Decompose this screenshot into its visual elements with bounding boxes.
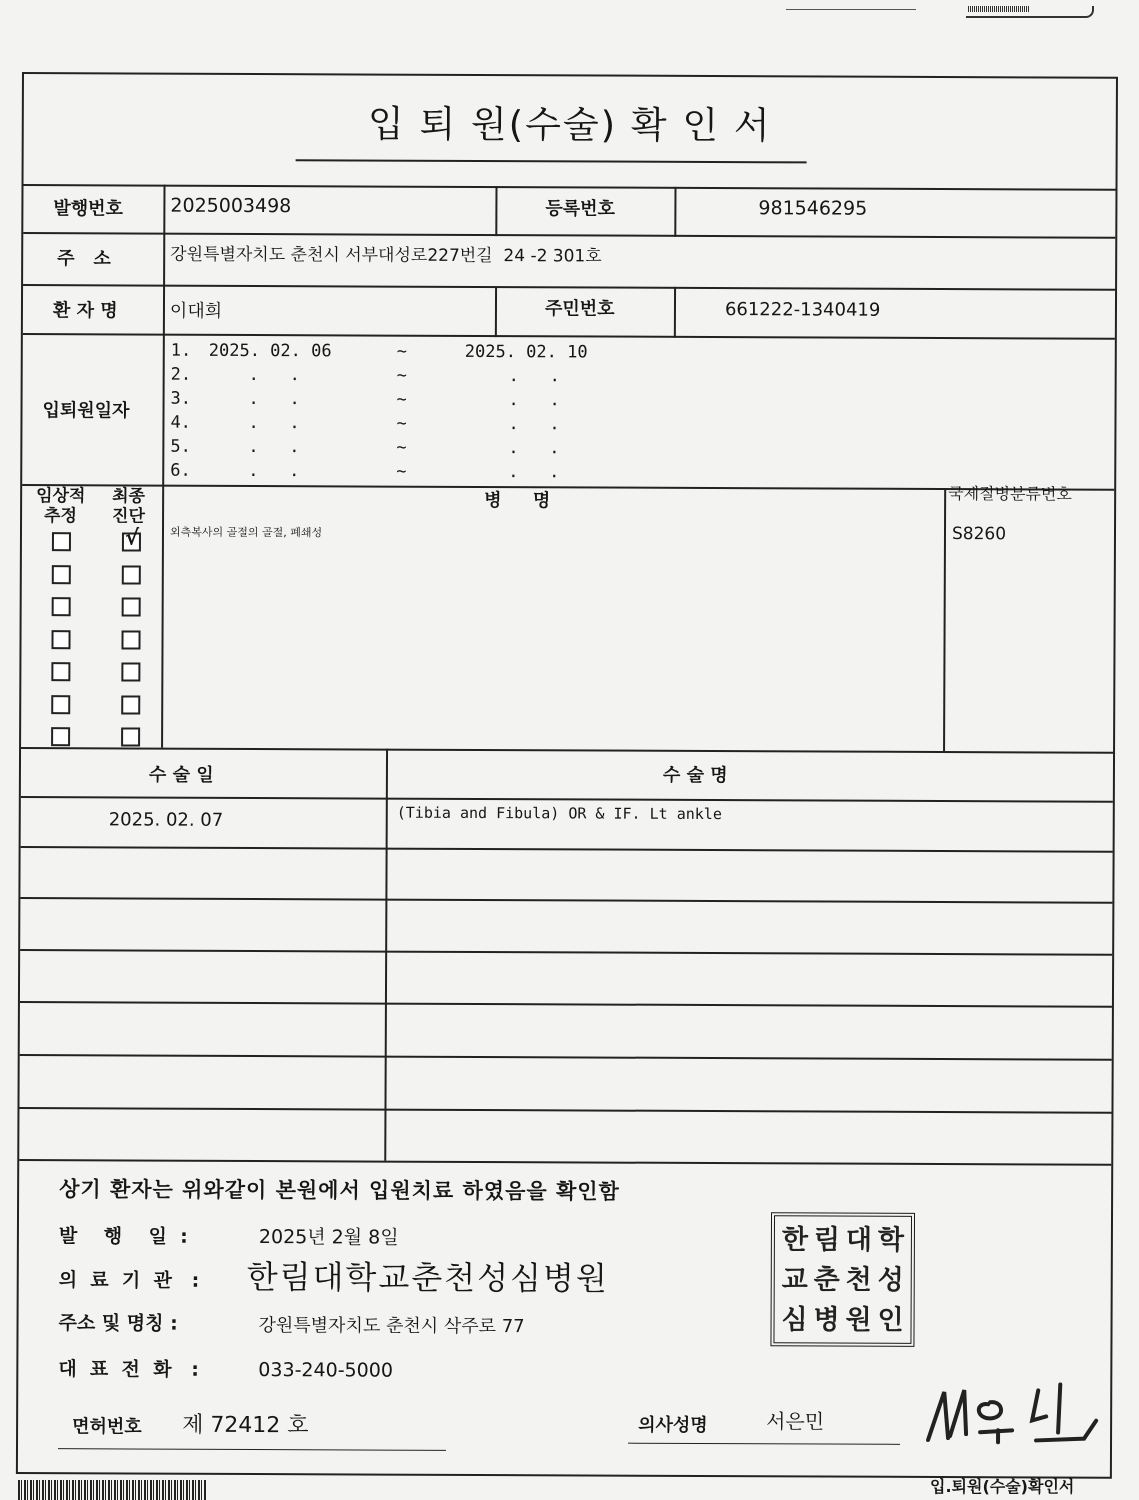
hospital-seal: 한 림 대 학 교 춘 천 성 심 병 원 인 bbox=[770, 1212, 915, 1347]
rule bbox=[23, 232, 1115, 239]
patient-label: 환 자 명 bbox=[52, 300, 118, 322]
col-line bbox=[495, 286, 497, 337]
admission-start: 2025. 02. 06 bbox=[208, 340, 332, 362]
surgery-date: 2025. 02. 07 bbox=[108, 809, 224, 831]
check-mark-icon: √ bbox=[124, 525, 140, 550]
address-value: 강원특별자치도 춘천시 서부대성로227번길 24 -2 301호 bbox=[170, 244, 602, 267]
rule bbox=[20, 897, 1112, 904]
final-checkbox[interactable] bbox=[122, 525, 141, 551]
reg-no-value: 981546295 bbox=[758, 197, 868, 220]
col-line bbox=[495, 186, 497, 236]
col-line bbox=[674, 187, 676, 237]
final-checkbox[interactable] bbox=[121, 662, 140, 681]
clinical-checkbox[interactable] bbox=[51, 662, 70, 681]
patient-value: 이대희 bbox=[169, 300, 223, 322]
admission-no: 1. bbox=[170, 340, 192, 361]
surgery-name: (Tibia and Fibula) OR & IF. Lt ankle bbox=[396, 803, 722, 824]
top-mark-barcode bbox=[968, 6, 1030, 12]
reg-no-label: 등록번호 bbox=[545, 198, 616, 220]
admission-sep: ~ bbox=[396, 437, 407, 458]
admission-no: 3. bbox=[170, 388, 192, 409]
rule bbox=[21, 747, 1113, 754]
address-label: 주 소 bbox=[57, 248, 111, 270]
admission-end: . . bbox=[508, 414, 560, 435]
clinical-checkbox[interactable] bbox=[51, 630, 70, 649]
rule bbox=[20, 1001, 1112, 1008]
admission-sep: ~ bbox=[396, 413, 407, 434]
rule bbox=[24, 184, 1116, 191]
final-label-1: 최종 bbox=[112, 486, 146, 507]
document-frame bbox=[16, 72, 1118, 1479]
rule bbox=[23, 284, 1115, 291]
institution-name: 한림대학교춘천성심병원 bbox=[246, 1257, 609, 1298]
document-footer-title: 입.퇴원(수술)확인서 bbox=[930, 1477, 1075, 1496]
license-label: 면허번호 bbox=[72, 1416, 142, 1438]
final-checkbox[interactable] bbox=[121, 695, 140, 714]
issue-no-label: 발행번호 bbox=[53, 198, 124, 220]
admission-sep: ~ bbox=[396, 389, 407, 410]
phone-label: 대 표 전 화 : bbox=[58, 1358, 199, 1381]
rule bbox=[20, 1054, 1112, 1061]
institution-label: 의 료 기 관 : bbox=[58, 1269, 200, 1292]
admission-no: 5. bbox=[170, 436, 191, 457]
clinical-checkbox[interactable] bbox=[52, 565, 71, 584]
rrn-value: 661222-1340419 bbox=[724, 299, 881, 321]
col-line bbox=[943, 488, 946, 751]
admission-start: . . bbox=[248, 412, 300, 434]
admission-no: 2. bbox=[170, 364, 192, 385]
admission-no: 4. bbox=[170, 412, 191, 433]
rule bbox=[21, 846, 1113, 853]
document-title: 입 퇴 원(수술) 확 인 서 bbox=[367, 102, 772, 148]
admission-start: . . bbox=[248, 460, 300, 482]
admission-no: 6. bbox=[170, 460, 191, 481]
doctor-name: 서은민 bbox=[766, 1409, 825, 1434]
admission-end: 2025. 02. 10 bbox=[464, 341, 588, 363]
admission-sep: ~ bbox=[396, 365, 407, 386]
diagnosis-code: S8260 bbox=[951, 524, 1007, 545]
col-line bbox=[674, 287, 676, 338]
clinical-checkbox[interactable] bbox=[52, 597, 71, 616]
admission-label: 입퇴원일자 bbox=[42, 400, 130, 422]
rule bbox=[23, 333, 1115, 340]
diagnosis-code-header: 국제질병분류번호 bbox=[948, 484, 1072, 504]
issue-date-label: 발 행 일 : bbox=[58, 1225, 188, 1248]
hospital-address: 강원특별자치도 춘천시 삭주로 77 bbox=[258, 1315, 525, 1338]
surgery-date-header: 수 술 일 bbox=[148, 764, 214, 786]
confirmation-statement: 상기 환자는 위와같이 본원에서 입원치료 하였음을 확인함 bbox=[59, 1177, 620, 1204]
final-checkbox[interactable] bbox=[122, 597, 141, 616]
final-checkbox[interactable] bbox=[121, 727, 140, 746]
col-line bbox=[161, 185, 165, 748]
col-line bbox=[384, 749, 388, 1161]
phone-number: 033-240-5000 bbox=[258, 1359, 393, 1382]
clinical-checkbox[interactable] bbox=[52, 532, 71, 551]
rule bbox=[20, 949, 1112, 956]
rrn-label: 주민번호 bbox=[544, 298, 615, 320]
doctor-underline bbox=[628, 1443, 900, 1445]
admission-end: . . bbox=[508, 438, 560, 459]
diagnosis-name-header: 병 명 bbox=[484, 490, 551, 512]
license-underline bbox=[58, 1448, 446, 1451]
license-number: 제 72412 호 bbox=[182, 1412, 309, 1439]
admission-start: . . bbox=[248, 364, 300, 386]
admission-start: . . bbox=[248, 388, 300, 410]
rule bbox=[19, 1107, 1111, 1114]
top-mark-line bbox=[786, 9, 916, 10]
admission-sep: ~ bbox=[396, 341, 408, 362]
clinical-checkbox[interactable] bbox=[51, 727, 70, 746]
rule bbox=[21, 796, 1113, 803]
document-barcode bbox=[18, 1480, 206, 1500]
surgery-name-header: 수 술 명 bbox=[662, 764, 728, 787]
clinical-label-1: 임상적 bbox=[36, 486, 86, 507]
admission-end: . . bbox=[508, 366, 560, 387]
admission-end: . . bbox=[508, 390, 560, 411]
clinical-checkbox[interactable] bbox=[51, 695, 70, 714]
issue-no-value: 2025003498 bbox=[170, 194, 292, 218]
rule bbox=[19, 1159, 1111, 1166]
clinical-label-2: 추정 bbox=[44, 506, 77, 527]
hospital-address-label: 주소 및 명칭 : bbox=[58, 1312, 178, 1335]
title-underline bbox=[296, 159, 807, 163]
issue-date: 2025년 2월 8일 bbox=[258, 1226, 399, 1249]
final-checkbox[interactable] bbox=[121, 630, 140, 649]
doctor-signature bbox=[914, 1368, 1110, 1461]
final-label-2: 진단 bbox=[112, 506, 145, 527]
admission-start: . . bbox=[248, 436, 300, 458]
final-checkbox[interactable] bbox=[122, 565, 141, 584]
admission-sep: ~ bbox=[396, 461, 407, 482]
diagnosis-name: 외측복사의 골절의 골절, 폐쇄성 bbox=[169, 525, 323, 540]
admission-end: . . bbox=[508, 462, 560, 483]
doctor-label: 의사성명 bbox=[638, 1414, 708, 1437]
